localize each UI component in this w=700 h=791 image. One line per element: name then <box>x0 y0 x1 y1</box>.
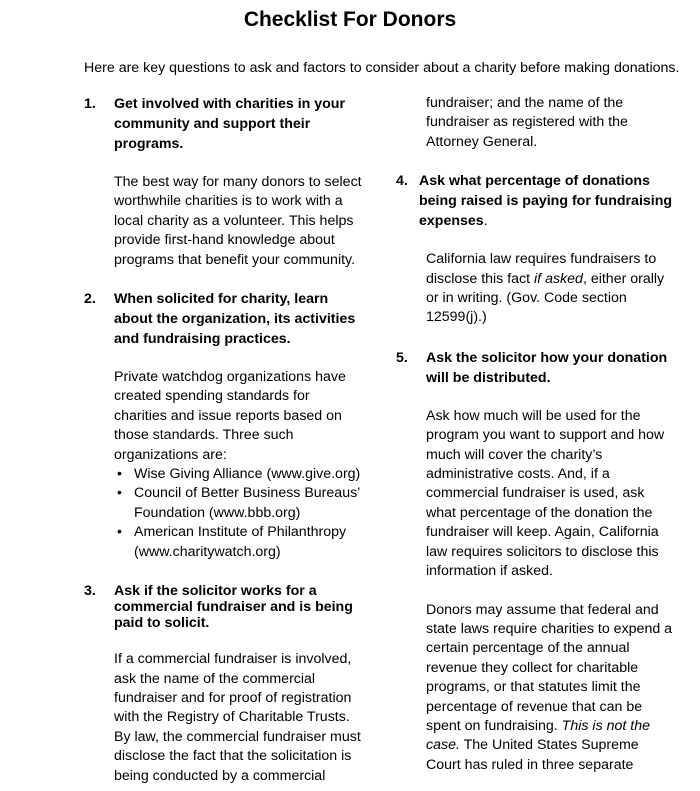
item-body: Private watchdog organizations have created spending standards for charities and issue reports based on those standards. Three such organizations are: <box>114 369 346 463</box>
intro-text: Here are key questions to ask and factors to consider about a charity before making donations. <box>84 60 680 76</box>
body-emphasis: if asked <box>534 270 583 287</box>
body-emphasis: This is not the case. <box>426 717 650 754</box>
item-number: 3. <box>84 583 96 600</box>
body-text: Donors may assume that federal and state laws require charities to expend a certain percentage of the annual revenue they collect for charitable programs, or that statutes limit the percentage of revenue that can be spent on fundraising. <box>426 601 673 734</box>
item-heading-wrap <box>419 171 676 231</box>
item-number: 1. <box>84 96 96 112</box>
item-body: The best way for many donors to select worthwhile charities is to work with a local charity as a volunteer. This helps provide first-hand knowledge about programs that benefit your community. <box>114 174 362 268</box>
checklist-item-3 <box>84 583 364 786</box>
item-body-2 <box>426 601 676 776</box>
checklist-item-1 <box>84 94 364 270</box>
item-body: If a commercial fundraiser is involved, ask the name of the commercial fundraiser and for proof of registration with the Registry of Charitable Trusts. By law, the commercial fundraiser must disclose the fact that the solicitation is being conducted by a commercial <box>114 651 361 784</box>
item-body <box>426 250 676 328</box>
item-heading: Ask if the solicitor works for a commercial fundraiser and is being paid to solicit. <box>114 583 353 632</box>
checklist-item-2 <box>84 289 364 562</box>
list-item: • Council of Better Business Bureaus’ Foundation (www.bbb.org) <box>114 484 364 523</box>
item-heading: Ask what percentage of donations being raised is paying for fundraising expenses <box>419 173 673 230</box>
right-column <box>396 94 676 775</box>
watchdog-list <box>114 465 364 562</box>
item-body: Ask how much will be used for the program you want to support and how much will cover the charity’s administrative costs. And, if a commercial fundraiser is used, ask what percentage of the donation the fundraiser will keep. Again, California law requires solicitors to disclose this information if asked. <box>426 407 665 580</box>
checklist-item-5 <box>396 348 676 775</box>
item-number: 5. <box>396 349 408 366</box>
list-item: • American Institute of Philanthropy (www.charitywatch.org) <box>114 523 364 562</box>
page-title: Checklist For Donors <box>243 8 457 31</box>
item-number: 4. <box>396 173 408 190</box>
item-heading: When solicited for charity, learn about the organization, its activities and fundraising practices. <box>114 291 356 348</box>
item-3-body-continued: fundraiser; and the name of the fundraiser as registered with the Attorney General. <box>426 95 628 150</box>
body-text: California law requires fundraisers to disclose this fact <box>426 251 657 287</box>
item-heading: Get involved with charities in your community and support their programs. <box>114 96 345 152</box>
item-number: 2. <box>84 291 96 308</box>
body-text: , either orally or in writing. (Gov. Code section 12599(j).) <box>426 270 665 326</box>
body-text: The United States Supreme Court has ruled in three separate <box>426 737 639 773</box>
heading-suffix: . <box>483 213 488 230</box>
list-item: • Wise Giving Alliance (www.give.org) <box>114 465 364 484</box>
checklist-item-4 <box>396 171 676 328</box>
item-heading: Ask the solicitor how your donation will be distributed. <box>426 349 668 386</box>
left-column <box>84 94 364 786</box>
